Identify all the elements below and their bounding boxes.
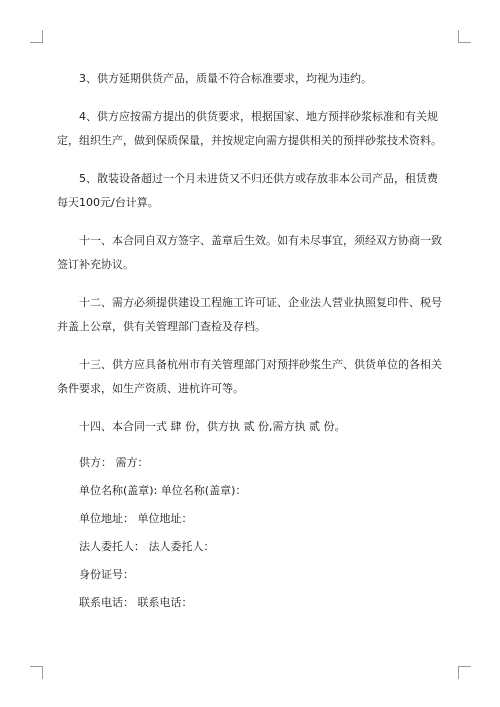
signature-line-id-number: 身份证号：: [79, 568, 134, 581]
corner-mark-bottom-right: [458, 666, 471, 679]
corner-mark-bottom-left: [30, 666, 43, 679]
clause-paragraph: 十二、需方必须提供建设工程施工许可证、企业法人营业执照复印件、税号并盖上公章，供有关管理部门查检及存档。: [57, 296, 442, 333]
clause-paragraph: 4、供方应按需方提出的供货要求，根据国家、地方预拌砂浆标准和有关规定，组织生产，做到保质保量，并按规定向需方提供相关的预拌砂浆技术资料。: [57, 110, 442, 147]
signature-line-representative: 法人委托人： 法人委托人：: [79, 540, 215, 553]
corner-mark-top-right: [458, 30, 471, 43]
clause-paragraph: 十一、本合同自双方签字、盖章后生效。如有未尽事宜，须经双方协商一致签订补充协议。: [57, 234, 442, 271]
signature-line-company-name: 单位名称(盖章): 单位名称(盖章)：: [79, 484, 247, 497]
clause-paragraph: 3、供方延期供货产品，质量不符合标准要求，均视为违约。: [79, 72, 372, 85]
signature-line-parties: 供方： 需方：: [79, 456, 149, 469]
signature-line-phone: 联系电话： 联系电话：: [79, 596, 193, 609]
document-body: [57, 67, 443, 621]
clause-paragraph: 十四、本合同一式 肆 份，供方执 贰 份,需方执 贰 份。: [79, 420, 346, 433]
signature-line-address: 单位地址： 单位地址：: [79, 512, 193, 525]
corner-mark-top-left: [30, 30, 43, 43]
clause-paragraph: 十三、供方应具备杭州市有关管理部门对预拌砂浆生产、供货单位的各相关条件要求，如生产资质、进杭许可等。: [57, 358, 442, 395]
clause-paragraph: 5、散装设备超过一个月未进货又不归还供方或存放非本公司产品，租赁费每天100元/台计算。: [57, 172, 438, 209]
signature-block: [57, 453, 443, 613]
